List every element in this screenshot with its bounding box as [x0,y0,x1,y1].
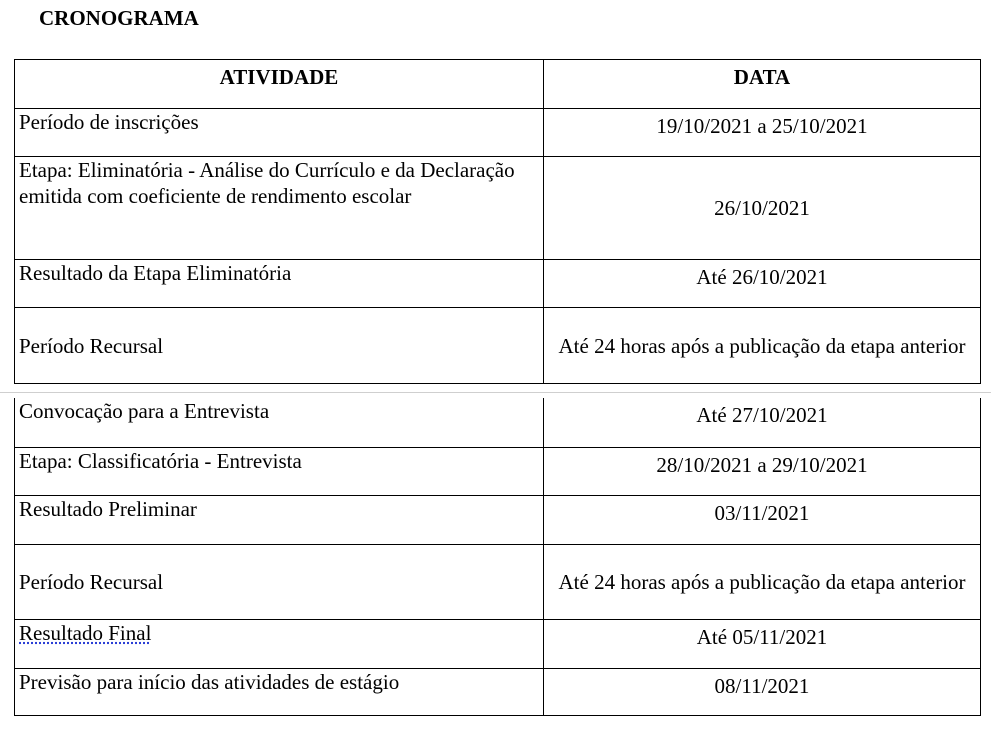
date-cell: Até 26/10/2021 [544,260,981,308]
activity-cell: Período de inscrições [15,109,544,157]
table-row [15,398,981,447]
date-cell: 03/11/2021 [544,495,981,544]
table-row [15,668,981,715]
activity-cell: Período Recursal [15,308,544,384]
table-row [15,544,981,619]
page-break-divider [0,392,991,393]
table-row [15,619,981,668]
activity-cell: Etapa: Eliminatória - Análise do Currículo e da Declaração emitida com coeficiente de rendimento escolar [15,157,544,260]
activity-cell: Convocação para a Entrevista [15,398,544,447]
activity-cell: Resultado da Etapa Eliminatória [15,260,544,308]
date-cell: 08/11/2021 [544,668,981,715]
activity-cell: Previsão para início das atividades de estágio [15,668,544,715]
table-row [15,157,981,260]
table-header-row [15,60,981,109]
activity-text: Resultado Final [19,620,152,645]
table-row [15,260,981,308]
date-cell: Até 24 horas após a publicação da etapa anterior [544,544,981,619]
table-row [15,495,981,544]
table-row [15,308,981,384]
activity-cell: Período Recursal [15,544,544,619]
date-column-header: DATA [544,60,981,109]
schedule-table-page-2 [14,398,981,716]
activity-column-header: ATIVIDADE [15,60,544,109]
date-cell: Até 05/11/2021 [544,619,981,668]
table-row [15,447,981,495]
date-cell: 28/10/2021 a 29/10/2021 [544,447,981,495]
schedule-table-page-1 [14,59,981,384]
date-cell: 26/10/2021 [544,157,981,260]
date-cell: Até 27/10/2021 [544,398,981,447]
activity-cell: Etapa: Classificatória - Entrevista [15,447,544,495]
table-row [15,109,981,157]
activity-cell [15,619,544,668]
date-cell: 19/10/2021 a 25/10/2021 [544,109,981,157]
activity-cell: Resultado Preliminar [15,495,544,544]
document-title: CRONOGRAMA [39,6,199,30]
date-cell: Até 24 horas após a publicação da etapa anterior [544,308,981,384]
